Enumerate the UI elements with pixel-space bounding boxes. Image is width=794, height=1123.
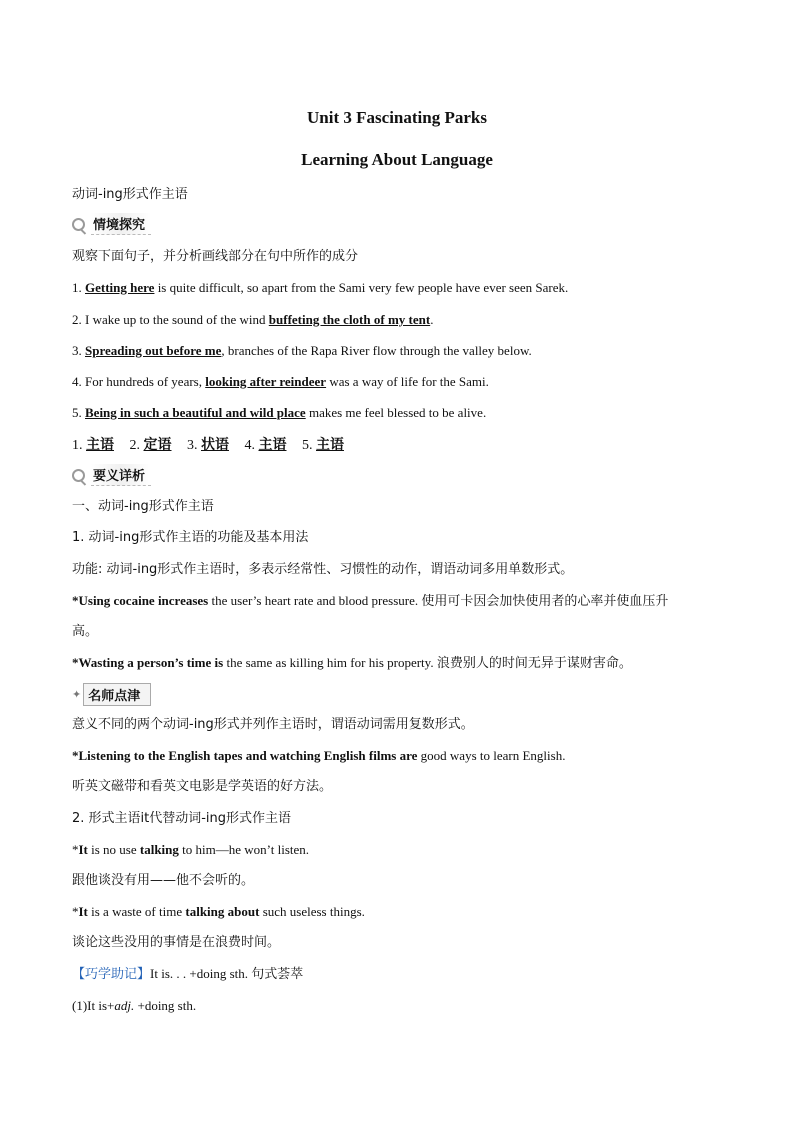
section-1-heading: 一、动词-ing形式作主语 [72,499,214,514]
note-text: 意义不同的两个动词-ing形式并列作主语时，谓语动词需用复数形式。 [72,717,474,732]
sentence-5: 5. Being in such a beautiful and wild place makes me feel blessed to be alive. [72,405,487,420]
example-3: *Listening to the English tapes and watching English films are good ways to learn English. [72,748,566,763]
example-4: *It is no use talking to him—he won’t listen. [72,842,310,857]
example-5: *It is a waste of time talking about such useless things. [72,904,365,919]
point-1-heading: 1. 动词-ing形式作主语的功能及基本用法 [72,530,309,545]
page-title: Unit 3 Fascinating Parks [307,108,487,127]
star-icon: ✦ [72,688,82,701]
example-1-cont: 高。 [72,624,99,639]
example-3-translation: 听英文磁带和看英文电影是学英语的好方法。 [72,779,333,794]
magnifier-icon [72,469,85,482]
topic-heading: 动词-ing形式作主语 [72,187,188,202]
sentence-2: 2. I wake up to the sound of the wind buffeting the cloth of my tent. [72,312,434,327]
badge-details: 要义详析 [72,465,151,485]
answer-key: 1. 主语 2. 定语 3. 状语 4. 主语 5. 主语 [72,437,344,453]
badge-teacher-tip: ✦ 名师点津 [72,684,151,704]
sentence-4: 4. For hundreds of years, looking after reindeer was a way of life for the Sami. [72,374,489,389]
example-1: *Using cocaine increases the user’s heart rate and blood pressure. 使用可卡因会加快使用者的心率并使血压升 [72,593,669,608]
memory-tip: 【巧学助记】It is. . . +doing sth. 句式荟萃 [72,966,304,982]
badge-situation: 情境探究 [72,214,151,234]
example-2: *Wasting a person’s time is the same as killing him for his property. 浪费别人的时间无异于谋财害命。 [72,655,632,670]
sentence-3: 3. Spreading out before me, branches of the Rapa River flow through the valley below. [72,343,532,358]
page-subtitle: Learning About Language [301,150,493,169]
magnifier-icon [72,218,85,231]
sentence-1: 1. Getting here is quite difficult, so apart from the Sami very few people have ever seen Sarek. [72,280,569,295]
function-text: 功能: 动词-ing形式作主语时，多表示经常性、习惯性的动作，谓语动词多用单数形式。 [72,562,574,577]
example-4-translation: 跟他谈没有用——他不会听的。 [72,873,255,888]
instruction: 观察下面句子，并分析画线部分在句中所作的成分 [72,249,359,264]
formula-1: (1)It is+adj. +doing sth. [72,998,197,1013]
example-5-translation: 谈论这些没用的事情是在浪费时间。 [72,935,281,950]
point-2-heading: 2. 形式主语it代替动词-ing形式作主语 [72,811,292,826]
